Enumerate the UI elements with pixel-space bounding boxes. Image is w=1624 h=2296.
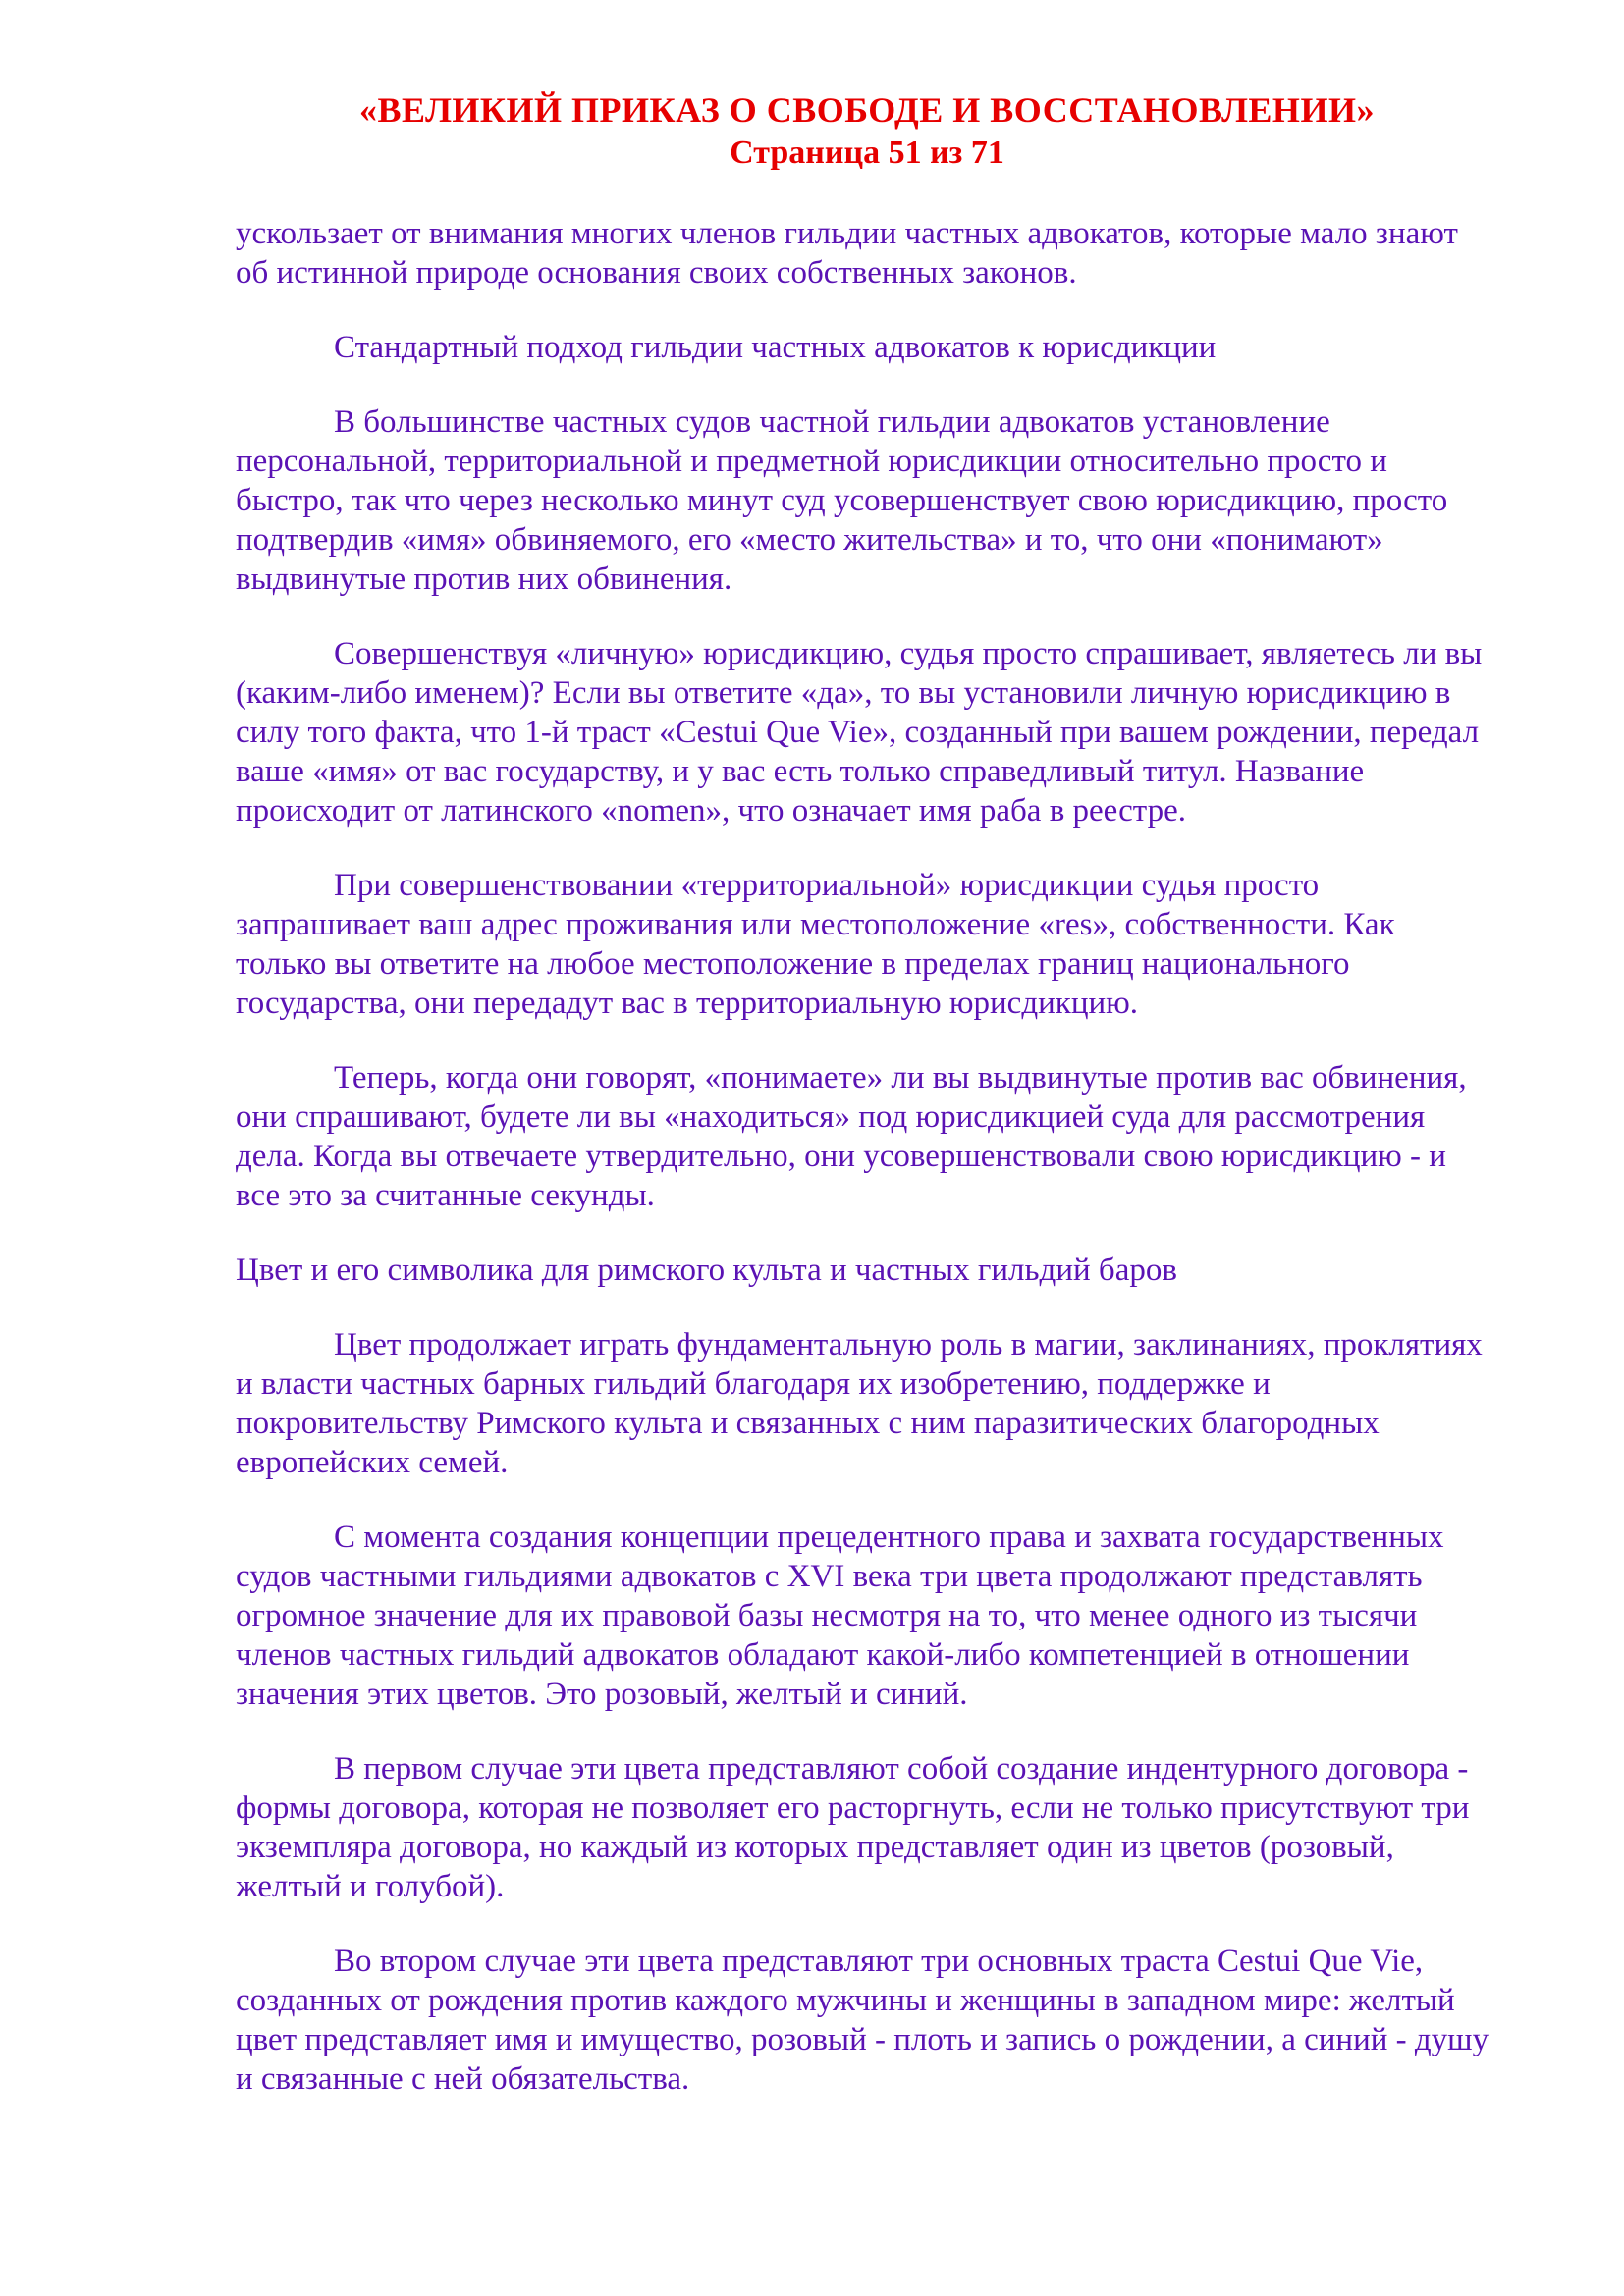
text-line: быстро, так что через несколько минут суд усовершенствует свою юрисдикцию, просто bbox=[236, 483, 1448, 518]
text-line: Стандартный подход гильдии частных адвокатов к юрисдикции bbox=[334, 330, 1217, 365]
text-line: желтый и голубой). bbox=[236, 1869, 505, 1904]
text-line: созданных от рождения против каждого мужчины и женщины в западном мире: желтый bbox=[236, 1983, 1455, 2018]
text-line: об истинной природе основания своих собственных законов. bbox=[236, 255, 1077, 291]
body-paragraph bbox=[236, 1058, 1498, 1215]
body-paragraph bbox=[236, 634, 1498, 830]
text-line: членов частных гильдий адвокатов обладают какой-либо компетенцией в отношении bbox=[236, 1637, 1410, 1673]
text-line: выдвинутые против них обвинения. bbox=[236, 561, 732, 597]
page-indicator: Страница 51 из 71 bbox=[730, 134, 1004, 171]
text-line: все это за считанные секунды. bbox=[236, 1178, 655, 1213]
text-line: покровительству Римского культа и связанных с ним паразитических благородных bbox=[236, 1406, 1380, 1441]
text-line: формы договора, которая не позволяет его расторгнуть, если не только присутствуют три bbox=[236, 1790, 1470, 1826]
text-line: только вы ответите на любое местоположение в пределах границ национального bbox=[236, 946, 1350, 982]
text-line: В большинстве частных судов частной гильдии адвокатов установление bbox=[334, 404, 1330, 440]
text-line: происходит от латинского «nomen», что означает имя раба в реестре. bbox=[236, 793, 1187, 828]
body-paragraph bbox=[236, 402, 1498, 599]
text-line: Теперь, когда они говорят, «понимаете» ли вы выдвинутые против вас обвинения, bbox=[334, 1060, 1467, 1095]
document-header bbox=[236, 0, 1498, 175]
text-line: Цвет и его символика для римского культа и частных гильдий баров bbox=[236, 1253, 1177, 1288]
text-line: Совершенствуя «личную» юрисдикцию, судья просто спрашивает, являетесь ли вы bbox=[334, 636, 1483, 671]
text-line: и связанные с ней обязательства. bbox=[236, 2061, 690, 2097]
body-paragraph bbox=[236, 1518, 1498, 1714]
text-line: ускользает от внимания многих членов гильдии частных адвокатов, которые мало знают bbox=[236, 216, 1458, 251]
body-paragraph bbox=[236, 1749, 1498, 1906]
document-title: «ВЕЛИКИЙ ПРИКАЗ О СВОБОДЕ И ВОССТАНОВЛЕНИИ» bbox=[359, 90, 1375, 130]
text-line: цвет представляет имя и имущество, розовый - плоть и запись о рождении, а синий - душу bbox=[236, 2022, 1489, 2057]
section-heading bbox=[236, 328, 1498, 367]
text-line: При совершенствовании «территориальной» юрисдикции судья просто bbox=[334, 868, 1320, 903]
body-paragraph bbox=[236, 1325, 1498, 1482]
text-line: огромное значение для их правовой базы несмотря на то, что менее одного из тысячи bbox=[236, 1598, 1418, 1633]
body-paragraph bbox=[236, 1942, 1498, 2099]
text-line: ваше «имя» от вас государству, и у вас есть только справедливый титул. Название bbox=[236, 754, 1365, 789]
text-line: и власти частных барных гильдий благодаря их изобретению, поддержке и bbox=[236, 1366, 1271, 1402]
text-line: С момента создания концепции прецедентного права и захвата государственных bbox=[334, 1520, 1444, 1555]
text-line: запрашивает ваш адрес проживания или местоположение «res», собственности. Как bbox=[236, 907, 1395, 942]
text-line: судов частными гильдиями адвокатов с XVI века три цвета продолжают представлять bbox=[236, 1559, 1423, 1594]
body-paragraph bbox=[236, 866, 1498, 1023]
text-line: В первом случае эти цвета представляют собой создание индентурного договора - bbox=[334, 1751, 1469, 1787]
text-line: государства, они передадут вас в территориальную юрисдикцию. bbox=[236, 986, 1139, 1021]
text-line: силу того факта, что 1-й траст «Cestui Que Vie», созданный при вашем рождении, передал bbox=[236, 715, 1480, 750]
text-line: экземпляра договора, но каждый из которых представляет один из цветов (розовый, bbox=[236, 1830, 1394, 1865]
paragraphs bbox=[236, 175, 1498, 2099]
text-line: персональной, территориальной и предметной юрисдикции относительно просто и bbox=[236, 444, 1387, 479]
continuation-paragraph bbox=[236, 214, 1498, 293]
text-line: европейских семей. bbox=[236, 1445, 509, 1480]
text-line: значения этих цветов. Это розовый, желтый и синий. bbox=[236, 1677, 968, 1712]
text-line: они спрашивают, будете ли вы «находиться» под юрисдикцией суда для рассмотрения bbox=[236, 1099, 1426, 1135]
text-line: (каким-либо именем)? Если вы ответите «да», то вы установили личную юрисдикцию в bbox=[236, 675, 1451, 711]
text-line: подтвердив «имя» обвиняемого, его «место жительства» и то, что они «понимают» bbox=[236, 522, 1383, 558]
text-line: Во втором случае эти цвета представляют три основных траста Cestui Que Vie, bbox=[334, 1944, 1424, 1979]
text-line: дела. Когда вы отвечаете утвердительно, они усовершенствовали свою юрисдикцию - и bbox=[236, 1139, 1446, 1174]
text-line: Цвет продолжает играть фундаментальную роль в магии, заклинаниях, проклятиях bbox=[334, 1327, 1483, 1362]
section-heading bbox=[236, 1251, 1498, 1290]
